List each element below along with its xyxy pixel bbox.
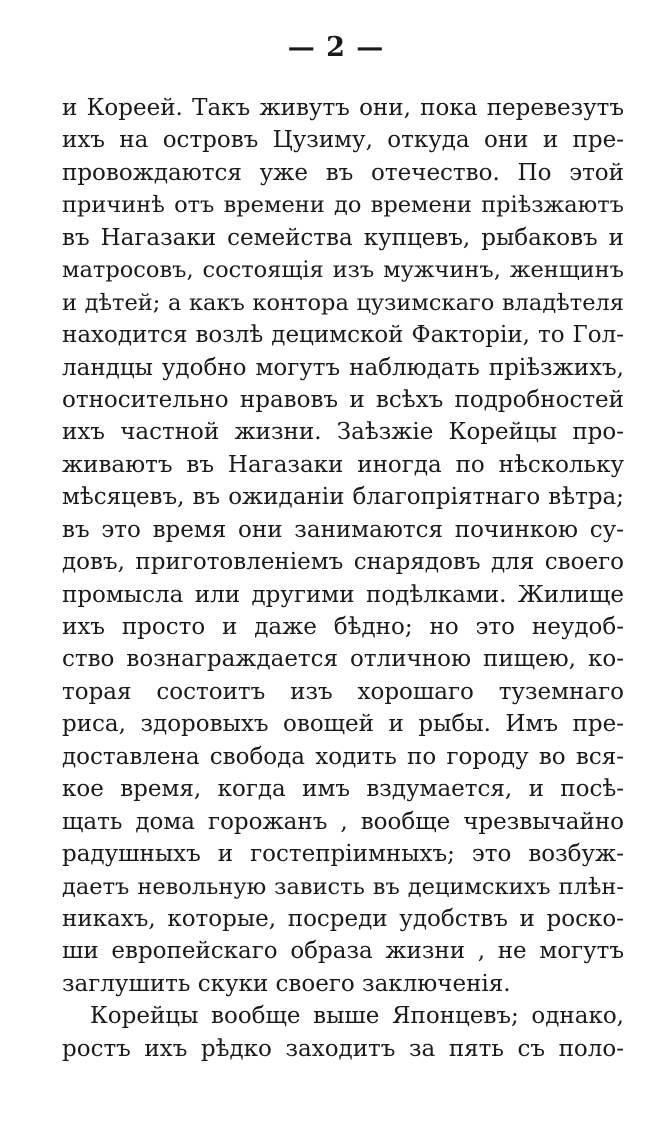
text-line: радушныхъ и гостепрiимныхъ; это возбуж-: [62, 841, 624, 868]
text-line: причинѣ отъ времени до времени прiѣзжаютъ: [62, 192, 624, 219]
text-line: ихъ просто и даже бѣдно; но это неудоб-: [62, 614, 624, 640]
text-line: никахъ, которые, посреди удобствъ и роско-: [62, 905, 624, 932]
body-text: [62, 92, 624, 1065]
text-line: ландцы удобно могутъ наблюдать прiѣзжихъ,: [62, 354, 624, 381]
text-line: и дѣтей; а какъ контора цузимскаго владѣтеля: [62, 289, 624, 316]
text-line: торая состоитъ изъ хорошаго туземнаго: [62, 678, 624, 705]
text-line: ихъ на островъ Цузиму, откуда они и пре-: [62, 127, 624, 154]
text-line: ихъ частной жизни. Заѣзжiе Корейцы про-: [62, 419, 624, 446]
text-line: въ Нагазаки семейства купцевъ, рыбаковъ и: [62, 224, 624, 251]
text-line: относительно нравовъ и всѣхъ подробностей: [62, 386, 624, 413]
page-number: — 2 —: [287, 32, 385, 63]
text-line: живаютъ въ Нагазаки иногда по нѣскольку: [62, 451, 624, 478]
text-line: заглушить скуки своего заключенiя.: [62, 970, 511, 997]
text-line: риса, здоровыхъ овощей и рыбы. Имъ пре-: [62, 711, 624, 738]
text-line: и Кореей. Такъ живутъ они, пока перевезутъ: [62, 95, 624, 121]
text-line: провождаются уже въ отечество. По этой: [62, 159, 624, 186]
text-line: ство вознаграждается отличною пищею, ко-: [62, 646, 624, 673]
text-line: матросовъ, состоящiя изъ мужчинъ, женщинъ: [62, 257, 624, 284]
text-line: довъ, приготовленiемъ снарядовъ для своего: [62, 549, 624, 576]
text-line: кое время, когда имъ вздумается, и посѣ-: [62, 776, 624, 803]
text-line: въ это время они занимаются починкою су-: [62, 516, 624, 543]
text-line: Корейцы вообще выше Японцевъ; однако,: [90, 1003, 624, 1030]
text-line: мѣсяцевъ, въ ожиданiи благопрiятнаго вѣтра;: [62, 484, 624, 511]
text-line: щать дома горожанъ , вообще чрезвычайно: [62, 808, 624, 835]
text-line: доставлена свобода ходить по городу во вся-: [62, 743, 624, 770]
text-line: находится возлѣ децимской Факторiи, то Гол-: [62, 322, 624, 349]
text-line: промысла или другими подѣлками. Жилище: [62, 581, 624, 608]
text-line: ши европейскаго образа жизни , не могутъ: [62, 938, 624, 965]
text-line: даетъ невольную зависть въ децимскихъ плѣн-: [62, 873, 624, 900]
text-line: ростъ ихъ рѣдко заходитъ за пять съ поло-: [62, 1035, 624, 1062]
